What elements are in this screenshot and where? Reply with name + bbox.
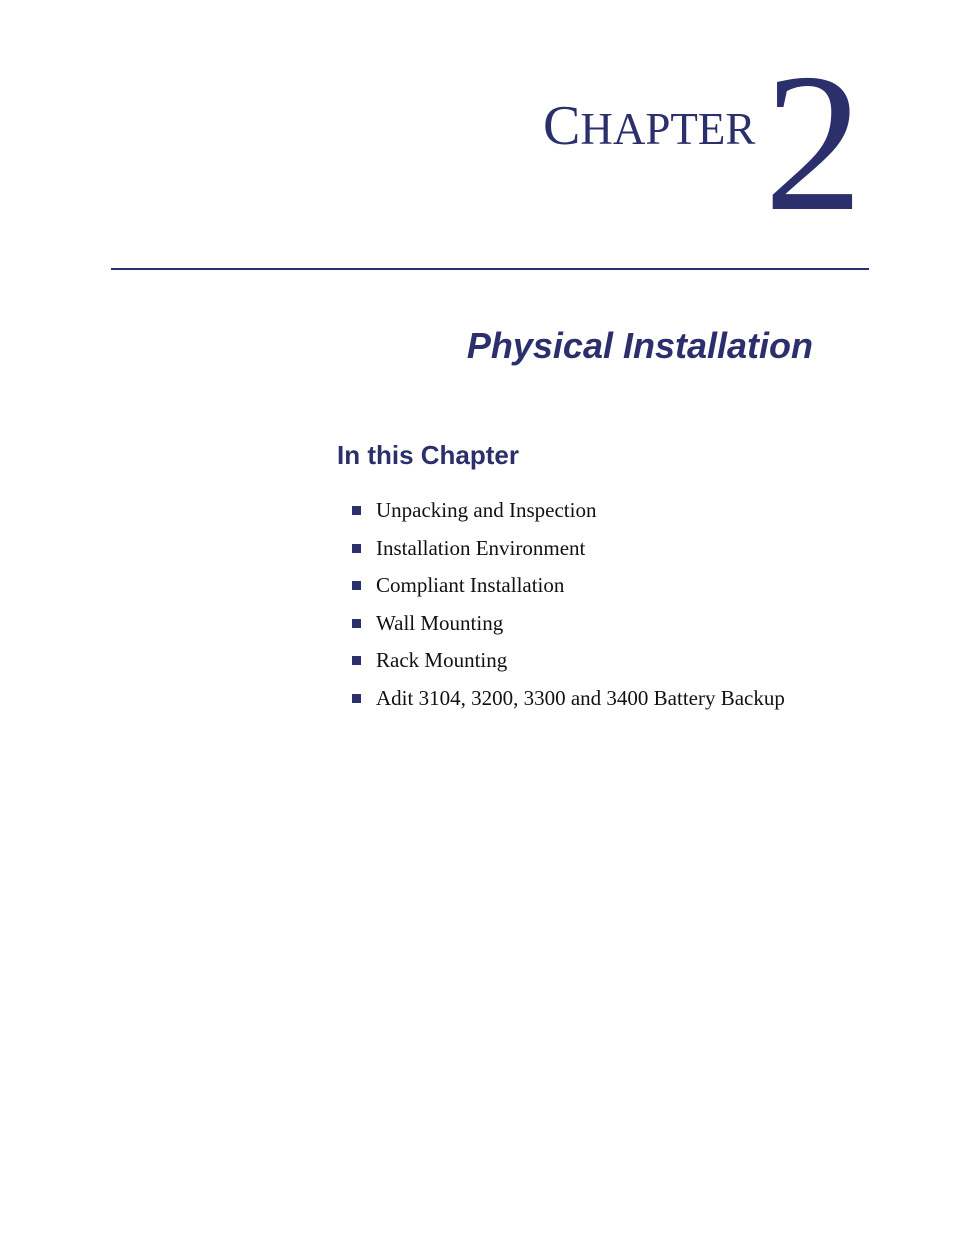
square-bullet-icon (352, 694, 361, 703)
list-item-label: Rack Mounting (376, 648, 508, 673)
section-heading: In this Chapter (337, 440, 520, 470)
header-divider (111, 268, 869, 270)
list-item (352, 567, 785, 605)
square-bullet-icon (352, 619, 361, 628)
chapter-label (543, 95, 756, 157)
chapter-title: Physical Installation (466, 325, 813, 366)
list-item (352, 680, 785, 718)
list-item (352, 530, 785, 568)
list-item-label: Compliant Installation (376, 573, 565, 598)
list-item-label: Installation Environment (376, 535, 586, 560)
chapter-label-initial: C (543, 95, 581, 157)
square-bullet-icon (352, 506, 361, 515)
list-item (352, 492, 785, 530)
square-bullet-icon (352, 581, 361, 590)
list-item-label: Adit 3104, 3200, 3300 and 3400 Battery Backup (376, 685, 785, 710)
chapter-contents-list (352, 492, 785, 717)
chapter-label-rest: HAPTER (580, 104, 756, 154)
list-item-label: Unpacking and Inspection (376, 498, 597, 523)
chapter-number: 2 (764, 33, 863, 252)
list-item-label: Wall Mounting (376, 610, 504, 635)
list-item (352, 642, 785, 680)
list-item (352, 605, 785, 643)
square-bullet-icon (352, 656, 361, 665)
square-bullet-icon (352, 544, 361, 553)
